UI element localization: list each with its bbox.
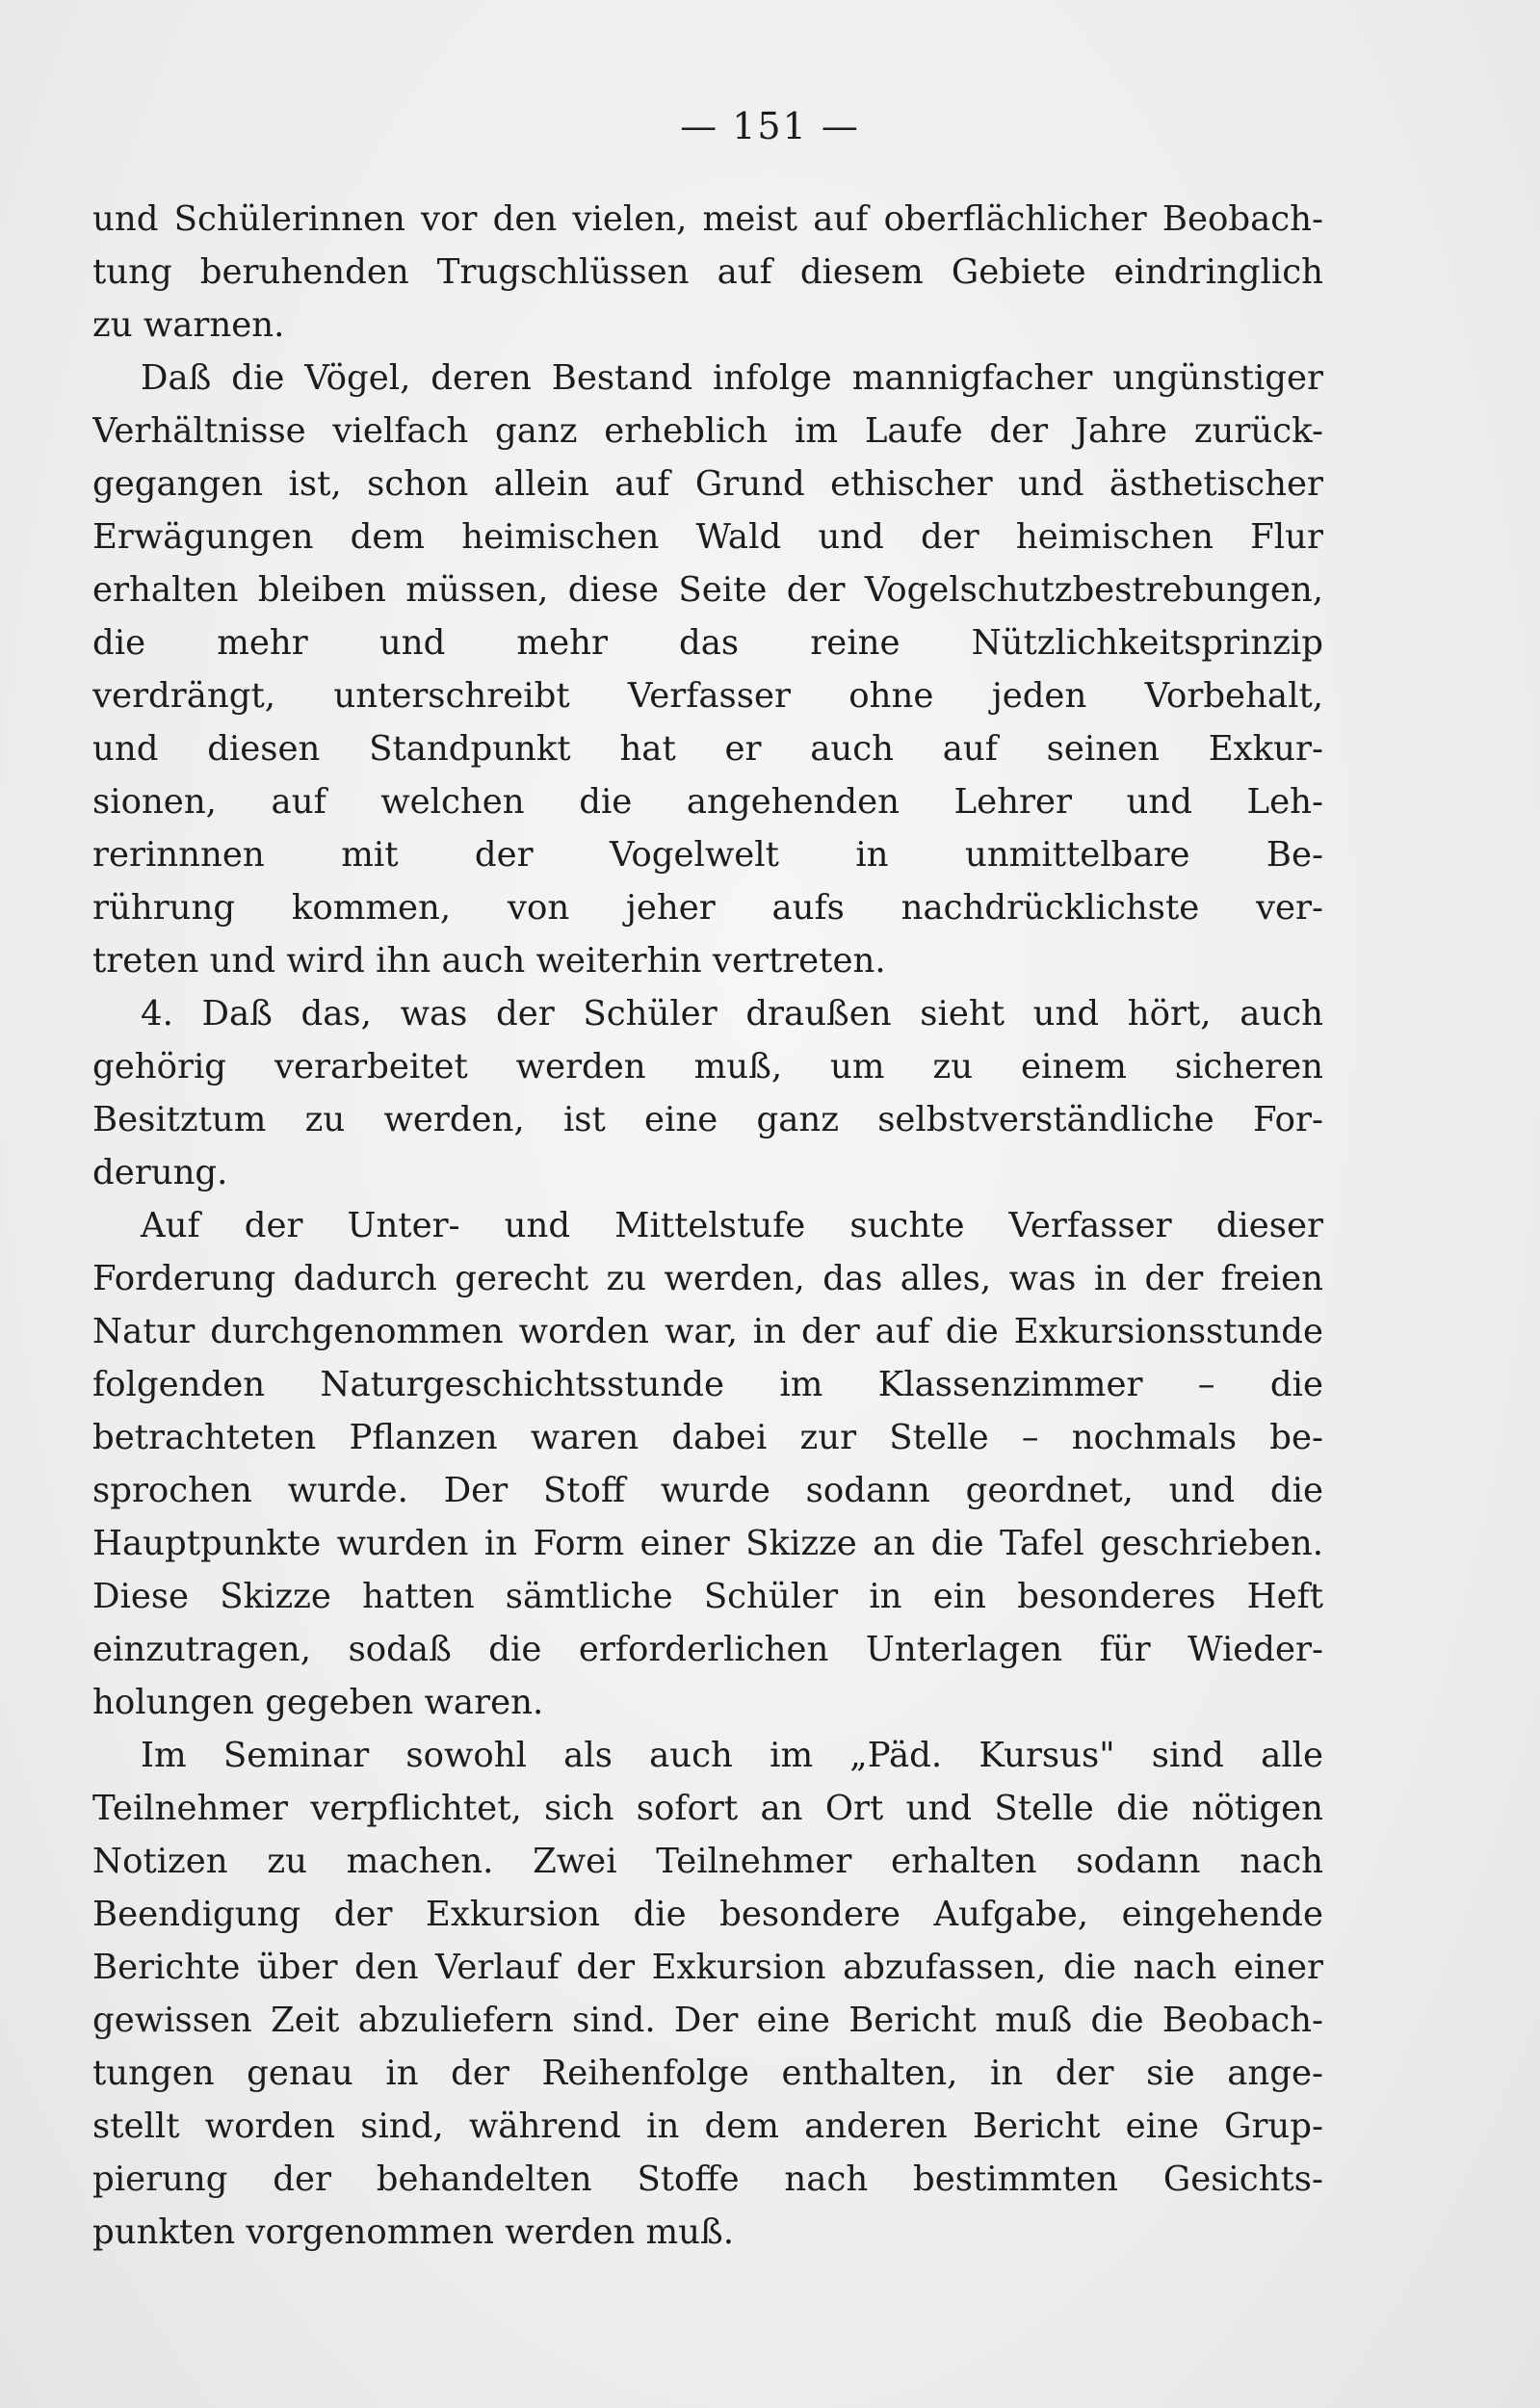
- text-line: betrachteten Pflanzen waren dabei zur Stelle – nochmals be-: [92, 1418, 1323, 1457]
- text-line: Hauptpunkte wurden in Form einer Skizze an die Tafel geschrieben.: [92, 1524, 1323, 1563]
- text-line: sionen, auf welchen die angehenden Lehrer und Leh-: [92, 782, 1323, 822]
- text-line: rührung kommen, von jeher aufs nachdrücklichste ver-: [92, 888, 1323, 928]
- text-line: treten und wird ihn auch weiterhin vertreten.: [92, 941, 886, 981]
- text-line: verdrängt, unterschreibt Verfasser ohne jeden Vorbehalt,: [92, 676, 1323, 716]
- text-line: Berichte über den Verlauf der Exkursion abzufassen, die nach einer: [92, 1948, 1323, 1987]
- text-line: Teilnehmer verpflichtet, sich sofort an Ort und Stelle die nötigen: [92, 1789, 1323, 1828]
- text-line: Forderung dadurch gerecht zu werden, das alles, was in der freien: [92, 1259, 1323, 1298]
- text-line: gehörig verarbeitet werden muß, um zu einem sicheren: [92, 1047, 1323, 1086]
- text-line: gegangen ist, schon allein auf Grund ethischer und ästhetischer: [92, 464, 1323, 504]
- text-line: holungen gegeben waren.: [92, 1683, 544, 1722]
- text-line: stellt worden sind, während in dem anderen Bericht eine Grup-: [92, 2107, 1323, 2146]
- text-line: folgenden Naturgeschichtsstunde im Klassenzimmer – die: [92, 1365, 1323, 1404]
- text-line: einzutragen, sodaß die erforderlichen Unterlagen für Wieder-: [92, 1630, 1323, 1669]
- text-line: und Schülerinnen vor den vielen, meist auf oberflächlicher Beobach-: [92, 199, 1323, 239]
- text-line: gewissen Zeit abzuliefern sind. Der eine Bericht muß die Beobach-: [92, 2001, 1323, 2040]
- text-line: zu warnen.: [92, 305, 285, 345]
- text-line: Diese Skizze hatten sämtliche Schüler in ein besonderes Heft: [92, 1577, 1323, 1616]
- text-line: Daß die Vögel, deren Bestand infolge mannigfacher ungünstiger: [141, 358, 1323, 398]
- text-line: tungen genau in der Reihenfolge enthalten, in der sie ange-: [92, 2054, 1323, 2093]
- text-line: punkten vorgenommen werden muß.: [92, 2212, 735, 2252]
- text-line: tung beruhenden Trugschlüssen auf diesem Gebiete eindringlich: [92, 252, 1323, 292]
- text-line: derung.: [92, 1153, 228, 1192]
- text-line: Besitztum zu werden, ist eine ganz selbstverständliche For-: [92, 1100, 1323, 1139]
- page-number: — 151 —: [680, 105, 860, 147]
- text-line: pierung der behandelten Stoffe nach bestimmten Gesichts-: [92, 2159, 1323, 2199]
- text-line: 4. Daß das, was der Schüler draußen sieht und hört, auch: [141, 994, 1323, 1034]
- body-text: [92, 193, 1323, 2259]
- text-line: Auf der Unter- und Mittelstufe suchte Verfasser dieser: [141, 1206, 1323, 1245]
- text-line: sprochen wurde. Der Stoff wurde sodann geordnet, und die: [92, 1471, 1323, 1510]
- text-line: Verhältnisse vielfach ganz erheblich im Laufe der Jahre zurück-: [92, 411, 1323, 451]
- text-line: die mehr und mehr das reine Nützlichkeitsprinzip: [92, 623, 1323, 663]
- text-line: und diesen Standpunkt hat er auch auf seinen Exkur-: [92, 729, 1323, 769]
- text-line: Beendigung der Exkursion die besondere Aufgabe, eingehende: [92, 1895, 1323, 1934]
- text-line: rerinnnen mit der Vogelwelt in unmittelbare Be-: [92, 835, 1323, 875]
- text-line: erhalten bleiben müssen, diese Seite der Vogelschutzbestrebungen,: [92, 570, 1323, 610]
- text-line: Im Seminar sowohl als auch im „Päd. Kursus" sind alle: [141, 1736, 1323, 1775]
- text-line: Notizen zu machen. Zwei Teilnehmer erhalten sodann nach: [92, 1842, 1323, 1881]
- text-line: Natur durchgenommen worden war, in der auf die Exkursionsstunde: [92, 1312, 1323, 1351]
- text-line: Erwägungen dem heimischen Wald und der heimischen Flur: [92, 517, 1323, 557]
